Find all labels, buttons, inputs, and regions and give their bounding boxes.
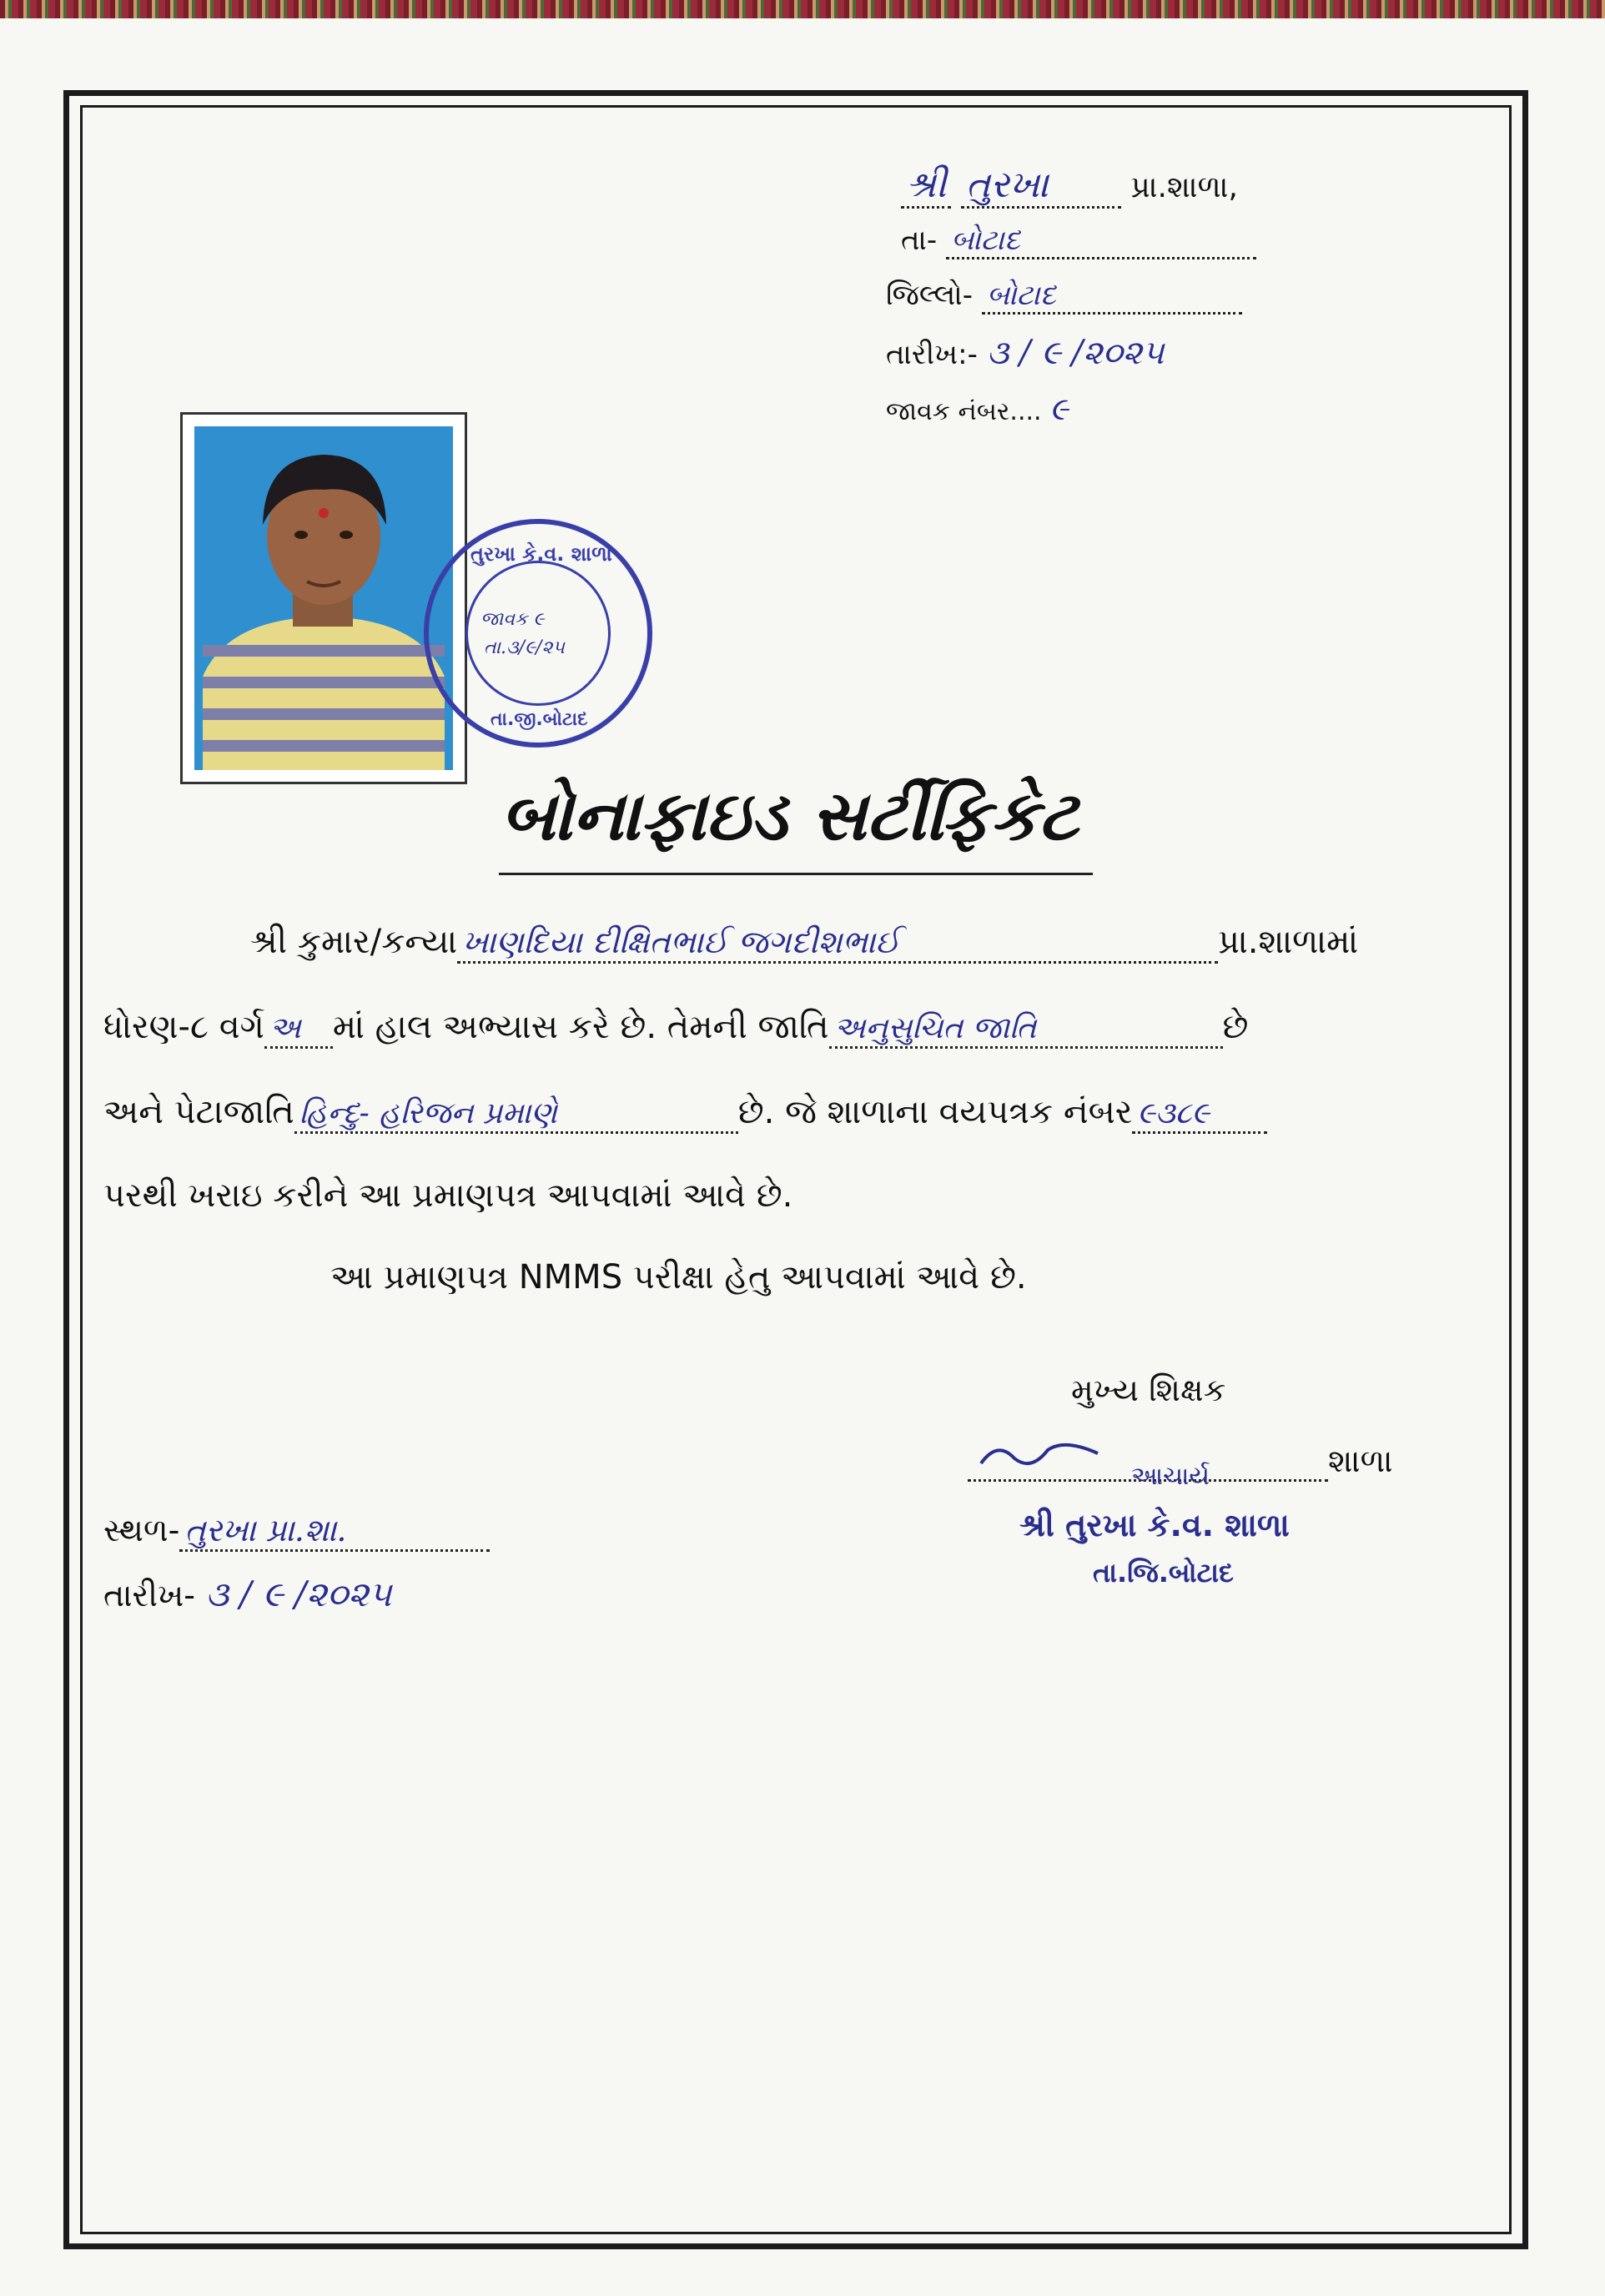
taluka-label: તા- [901,224,938,257]
subcaste-value: હિન્દુ- હરિજન પ્રમાણે [294,1096,738,1134]
school-suffix: પ્રા.શાળા, [1130,170,1238,204]
signature-shala: શાળા [1328,1443,1393,1479]
student-name: ખાણદિયા દીક્ષિતભાઈ જગદીશભાઈ [457,924,1218,964]
body-line3-b: છે. જે શાળાના વયપત્રક નંબર [737,1093,1133,1131]
header-date-line [886,334,1164,372]
header-taluka-line [901,224,1256,259]
school-prefix: શ્રી [901,164,951,209]
signature-place: તા.જિ.બોટાદ [1093,1557,1234,1589]
footer-place-value: તુરખા પ્રા.શા. [179,1512,490,1552]
body-line3-a: અને પેટાજાતિ [103,1093,294,1131]
footer-date-label: તારીખ- [103,1577,195,1614]
student-portrait-icon [194,426,453,770]
header-date-value: ૩ / ૯ /૨૦૨૫ [986,334,1165,372]
stamp-top-text: તુરખા કે.વ. શાળા [470,542,612,566]
certificate-title: બોનાફાઇડ સર્ટીફિકેટ [501,776,1079,856]
footer-date-line [103,1573,391,1615]
signature-school: શ્રી તુરખા કે.વ. શાળા [1019,1507,1290,1543]
body-line2-c: છે [1222,1008,1249,1046]
outward-value: ૯ [1049,390,1069,427]
body-line-5: આ પ્રમાણપત્ર NMMS પરીક્ષા હેતુ આપવામાં આવે છે. [330,1258,1027,1297]
stamp-line1: જાવક ૯ [480,609,545,630]
body-line2-b: માં હાલ અભ્યાસ કરે છે. તેમની જાતિ [332,1008,829,1046]
header-outward-line [886,390,1069,428]
body-line1-b: પ્રા.શાળામાં [1218,923,1359,961]
caste-value: અનુસુચિત જાતિ [829,1011,1223,1049]
footer-place-label: સ્થળ- [103,1512,180,1548]
signature-title: મુખ્ય શિક્ષક [1071,1372,1226,1408]
body-line-2 [103,1008,1248,1049]
class-value: અ [264,1011,333,1049]
stamp-bottom-text: તા.જી.બોટાદ [491,709,588,730]
school-stamp-inner [465,561,611,706]
body-line2-a: ધોરણ-૮ વર્ગ [103,1008,264,1046]
district-value: બોટાદ [982,279,1242,315]
footer-date-value: ૩ / ૯ /૨૦૨૫ [205,1573,392,1614]
title-underline [499,873,1093,875]
signature-acharya: આચાર્ય [1131,1462,1210,1491]
stamp-line2: તા.૩/૯/૨૫ [484,637,565,658]
district-label: જિલ્લો- [886,279,974,312]
register-value: ૯૩૮૯ [1132,1096,1267,1134]
taluka-value: બોટાદ [946,224,1256,259]
header-date-label: તારીખ:- [886,338,978,371]
header-district-line [886,279,1242,315]
student-photo-image [194,426,453,770]
body-line-4: પરથી ખરાઇ કરીને આ પ્રમાણપત્ર આપવામાં આવે છે. [103,1176,793,1215]
outward-label: જાવક નંબર.... [886,397,1042,426]
header-school-line [901,164,1238,209]
signature-scribble-icon [973,1438,1106,1472]
body-line-1 [250,923,1358,964]
school-name: તુરખા [961,164,1121,209]
school-stamp [424,519,652,748]
body-line1-a: શ્રી કુમાર/કન્યા [250,923,458,961]
body-line-3 [103,1093,1267,1134]
student-photo [180,412,467,784]
footer-place-line [103,1512,490,1552]
